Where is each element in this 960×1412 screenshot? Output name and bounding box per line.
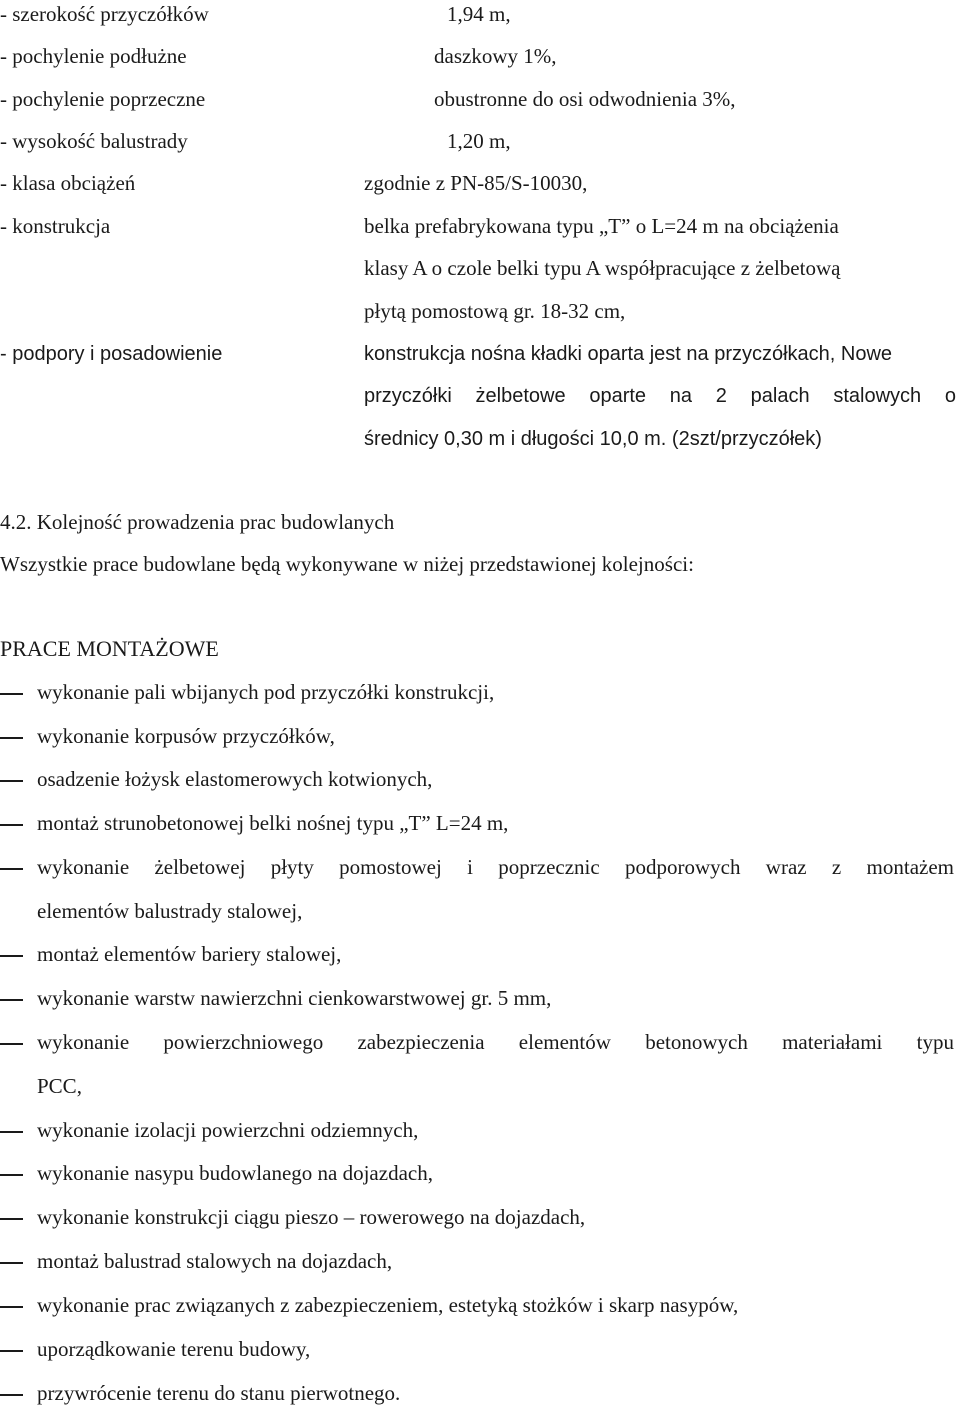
param-label-3: - wysokość balustrady xyxy=(0,129,188,153)
param-label-5: - konstrukcja xyxy=(0,214,111,238)
list-item-text: wykonanie korpusów przyczółków, xyxy=(37,724,335,748)
dash-bullet-icon xyxy=(0,1306,23,1308)
dash-bullet-icon xyxy=(0,1174,23,1176)
dash-bullet-icon xyxy=(0,955,23,957)
dash-bullet-icon xyxy=(0,824,23,826)
dash-bullet-icon xyxy=(0,868,23,870)
list-item-text: wykonanie żelbetowej płyty pomostowej i poprzecznic podporowych wraz z montażem xyxy=(37,855,954,879)
param-label-0: - szerokość przyczółków xyxy=(0,2,209,26)
list-item-text: wykonanie izolacji powierzchni odziemnych, xyxy=(37,1118,419,1142)
list-item-text: przywrócenie terenu do stanu pierwotnego. xyxy=(37,1381,401,1405)
param-value-0: 1,94 m, xyxy=(447,2,511,26)
param-value-6-line-2: przyczółki żelbetowe oparte na 2 palach stalowych o xyxy=(364,385,956,407)
param-label-6: - podpory i posadowienie xyxy=(0,343,223,365)
dash-bullet-icon xyxy=(0,737,23,739)
dash-bullet-icon xyxy=(0,1350,23,1352)
list-item-text: wykonanie konstrukcji ciągu pieszo – rowerowego na dojazdach, xyxy=(37,1205,586,1229)
dash-bullet-icon xyxy=(0,1394,23,1396)
dash-bullet-icon xyxy=(0,1043,23,1045)
dash-bullet-icon xyxy=(0,999,23,1001)
param-label-4: - klasa obciążeń xyxy=(0,171,136,195)
section-intro: Wszystkie prace budowlane będą wykonywane w niżej przedstawionej kolejności: xyxy=(0,552,694,576)
dash-bullet-icon xyxy=(0,1131,23,1133)
param-label-2: - pochylenie poprzeczne xyxy=(0,87,206,111)
list-item-text: montaż strunobetonowej belki nośnej typu „T” L=24 m, xyxy=(37,811,509,835)
list-item-text: osadzenie łożysk elastomerowych kotwionych, xyxy=(37,767,433,791)
param-label-1: - pochylenie podłużne xyxy=(0,44,187,68)
list-item-text: wykonanie prac związanych z zabezpieczeniem, estetyką stożków i skarp nasypów, xyxy=(37,1293,739,1317)
param-value-5-line-2: klasy A o czole belki typu A współpracujące z żelbetową xyxy=(364,256,841,280)
list-item-text: uporządkowanie terenu budowy, xyxy=(37,1337,311,1361)
works-heading: PRACE MONTAŻOWE xyxy=(0,636,219,661)
list-item-text: wykonanie warstw nawierzchni cienkowarstwowej gr. 5 mm, xyxy=(37,986,552,1010)
param-value-4: zgodnie z PN-85/S-10030, xyxy=(364,171,588,195)
list-item-text: montaż balustrad stalowych na dojazdach, xyxy=(37,1249,393,1273)
dash-bullet-icon xyxy=(0,780,23,782)
param-value-6-line-3: średnicy 0,30 m i długości 10,0 m. (2szt/przyczółek) xyxy=(364,428,822,450)
list-item-text: wykonanie powierzchniowego zabezpieczenia elementów betonowych materiałami typu xyxy=(37,1030,954,1054)
list-item-text-continued: PCC, xyxy=(37,1074,82,1098)
param-value-5-line-3: płytą pomostową gr. 18-32 cm, xyxy=(364,299,626,323)
dash-bullet-icon xyxy=(0,693,23,695)
list-item-text: wykonanie nasypu budowlanego na dojazdach, xyxy=(37,1161,433,1185)
param-value-2: obustronne do osi odwodnienia 3%, xyxy=(434,87,736,111)
param-value-3: 1,20 m, xyxy=(447,129,511,153)
list-item-text: wykonanie pali wbijanych pod przyczółki konstrukcji, xyxy=(37,680,495,704)
dash-bullet-icon xyxy=(0,1262,23,1264)
param-value-5-line-1: belka prefabrykowana typu „T” o L=24 m na obciążenia xyxy=(364,214,839,238)
list-item-text-continued: elementów balustrady stalowej, xyxy=(37,899,303,923)
param-value-1: daszkowy 1%, xyxy=(434,44,557,68)
section-title: 4.2. Kolejność prowadzenia prac budowlanych xyxy=(0,510,395,534)
dash-bullet-icon xyxy=(0,1218,23,1220)
list-item-text: montaż elementów bariery stalowej, xyxy=(37,942,342,966)
param-value-6-line-1: konstrukcja nośna kładki oparta jest na przyczółkach, Nowe xyxy=(364,343,893,365)
